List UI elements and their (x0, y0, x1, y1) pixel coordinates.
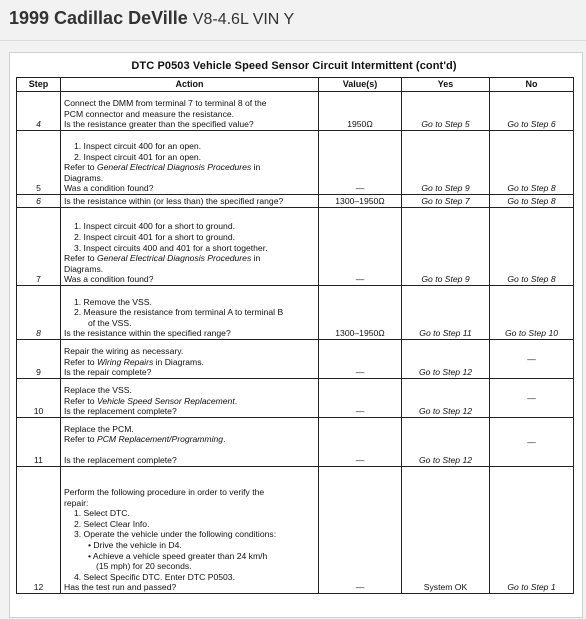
step-yes: Go to Step 9 (402, 208, 490, 286)
step-action: 1. Inspect circuit 400 for an open. 2. Inspect circuit 401 for an open. Refer to General Electrical Diagnosis Procedures in Diagrams. Was a condition found? (61, 131, 319, 195)
step-yes: Go to Step 7 (402, 195, 490, 208)
table-header-row (17, 78, 574, 92)
step-value: — (319, 131, 402, 195)
table-row (17, 286, 574, 340)
step-number: 4 (17, 92, 61, 131)
step-yes: Go to Step 11 (402, 286, 490, 340)
page-title: 1999 Cadillac DeVille V8-4.6L VIN Y (9, 8, 295, 28)
step-value: 1300–1950Ω (319, 286, 402, 340)
step-no: Go to Step 8 (490, 208, 574, 286)
step-action: 1. Remove the VSS. 2. Measure the resistance from terminal A to terminal B of the VSS. Is the resistance within the specified range? (61, 286, 319, 340)
step-action: Repair the wiring as necessary. Refer to Wiring Repairs in Diagrams. Is the repair complete? (61, 340, 319, 379)
step-number: 9 (17, 340, 61, 379)
column-header-action: Action (61, 78, 319, 92)
step-value: 1300–1950Ω (319, 195, 402, 208)
step-action: Perform the following procedure in order to verify the repair: 1. Select DTC. 2. Select Clear Info. 3. Operate the vehicle under the following conditions: • Drive the vehicle in D4. • Achieve a vehicle speed greater than 24 km/h (15 mph) for 20 seconds. 4. Select Specific DTC. Enter DTC P0503. Has the test run and passed? (61, 467, 319, 594)
page-subtitle: V8-4.6L VIN Y (192, 11, 295, 28)
step-action: Connect the DMM from terminal 7 to terminal 8 of the PCM connector and measure the resistance. Is the resistance greater than the specified value? (61, 92, 319, 131)
step-no: Go to Step 10 (490, 286, 574, 340)
column-header-no: No (490, 78, 574, 92)
table-row (17, 92, 574, 131)
step-action: Replace the VSS. Refer to Vehicle Speed Sensor Replacement. Is the replacement complete? (61, 379, 319, 418)
step-no: Go to Step 8 (490, 195, 574, 208)
step-yes: Go to Step 9 (402, 131, 490, 195)
step-value: — (319, 340, 402, 379)
step-no: Go to Step 8 (490, 131, 574, 195)
table-row (17, 195, 574, 208)
page-header (0, 0, 586, 41)
step-action: 1. Inspect circuit 400 for a short to ground. 2. Inspect circuit 401 for a short to ground. 3. Inspect circuits 400 and 401 for a short together. Refer to General Electrical Diagnosis Procedures in Diagrams. Was a condition found? (61, 208, 319, 286)
step-value: — (319, 418, 402, 467)
step-number: 6 (17, 195, 61, 208)
column-header-values: Value(s) (319, 78, 402, 92)
step-yes: Go to Step 5 (402, 92, 490, 131)
step-number: 8 (17, 286, 61, 340)
step-number: 10 (17, 379, 61, 418)
step-number: 5 (17, 131, 61, 195)
step-value: — (319, 208, 402, 286)
table-row (17, 379, 574, 418)
table-row (17, 131, 574, 195)
step-yes: Go to Step 12 (402, 340, 490, 379)
table-row (17, 208, 574, 286)
table-row (17, 340, 574, 379)
column-header-step: Step (17, 78, 61, 92)
diagnostic-table (16, 77, 574, 594)
table-row (17, 467, 574, 594)
step-number: 12 (17, 467, 61, 594)
step-no: — (490, 418, 574, 467)
step-action: Is the resistance within (or less than) the specified range? (61, 195, 319, 208)
document-title: DTC P0503 Vehicle Speed Sensor Circuit Intermittent (cont'd) (131, 60, 457, 72)
step-no: Go to Step 1 (490, 467, 574, 594)
step-value: — (319, 467, 402, 594)
step-yes: System OK (402, 467, 490, 594)
step-no: Go to Step 6 (490, 92, 574, 131)
step-value: — (319, 379, 402, 418)
step-number: 11 (17, 418, 61, 467)
step-action: Replace the PCM. Refer to PCM Replacement/Programming. Is the replacement complete? (61, 418, 319, 467)
table-row (17, 418, 574, 467)
step-number: 7 (17, 208, 61, 286)
step-yes: Go to Step 12 (402, 418, 490, 467)
column-header-yes: Yes (402, 78, 490, 92)
step-value: 1950Ω (319, 92, 402, 131)
step-no: — (490, 379, 574, 418)
step-yes: Go to Step 12 (402, 379, 490, 418)
step-no: — (490, 340, 574, 379)
